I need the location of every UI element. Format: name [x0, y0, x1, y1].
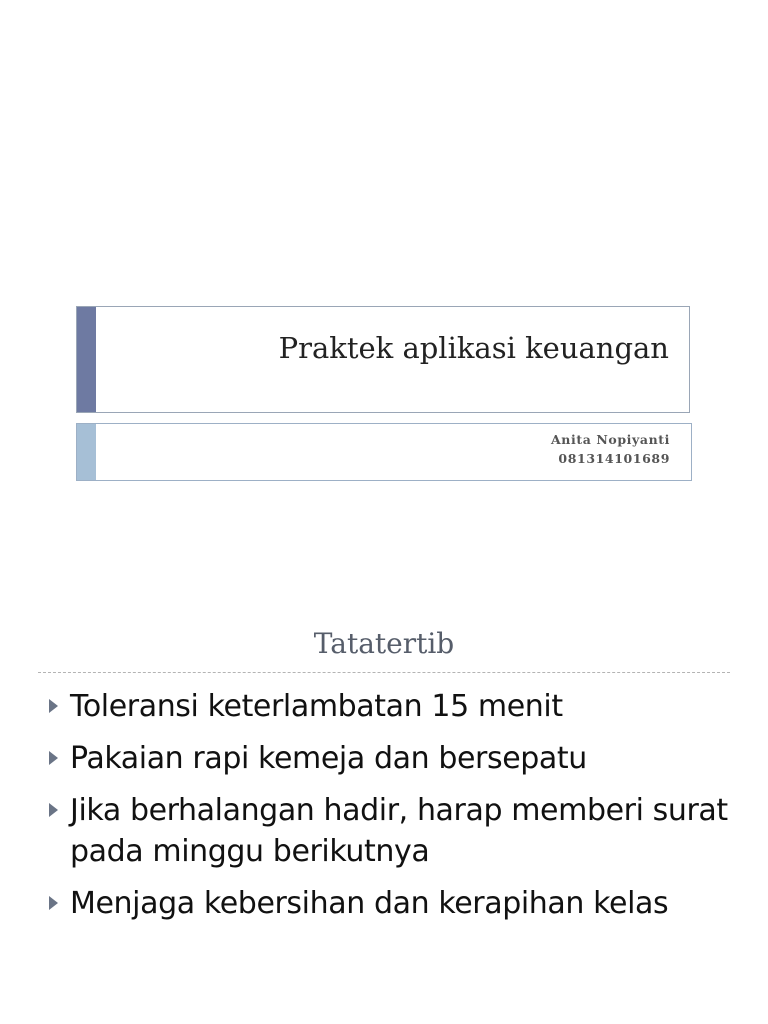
list-item — [44, 686, 744, 727]
author-name: Anita Nopiyanti — [551, 432, 670, 447]
triangle-right-icon — [49, 751, 58, 765]
list-item — [44, 883, 744, 924]
list-item-text: Toleransi keterlambatan 15 menit — [70, 689, 563, 724]
author-phone: 081314101689 — [558, 451, 670, 466]
rules-list — [44, 686, 744, 935]
title-divider — [38, 672, 730, 673]
triangle-right-icon — [49, 699, 58, 713]
list-item — [44, 738, 744, 779]
rules-title: Tatatertib — [313, 627, 455, 660]
subtitle-accent-bar — [77, 424, 96, 480]
slide-title: Praktek aplikasi keuangan — [278, 331, 669, 365]
triangle-right-icon — [49, 896, 58, 910]
title-placeholder — [76, 306, 690, 413]
title-accent-bar — [77, 307, 96, 412]
triangle-right-icon — [49, 803, 58, 817]
subtitle-placeholder — [76, 423, 692, 481]
list-item-text: Pakaian rapi kemeja dan bersepatu — [70, 741, 587, 776]
list-item-text: Menjaga kebersihan dan kerapihan kelas — [70, 886, 669, 921]
list-item-text: Jika berhalangan hadir, harap memberi surat pada minggu berikutnya — [70, 793, 728, 869]
list-item — [44, 790, 744, 872]
